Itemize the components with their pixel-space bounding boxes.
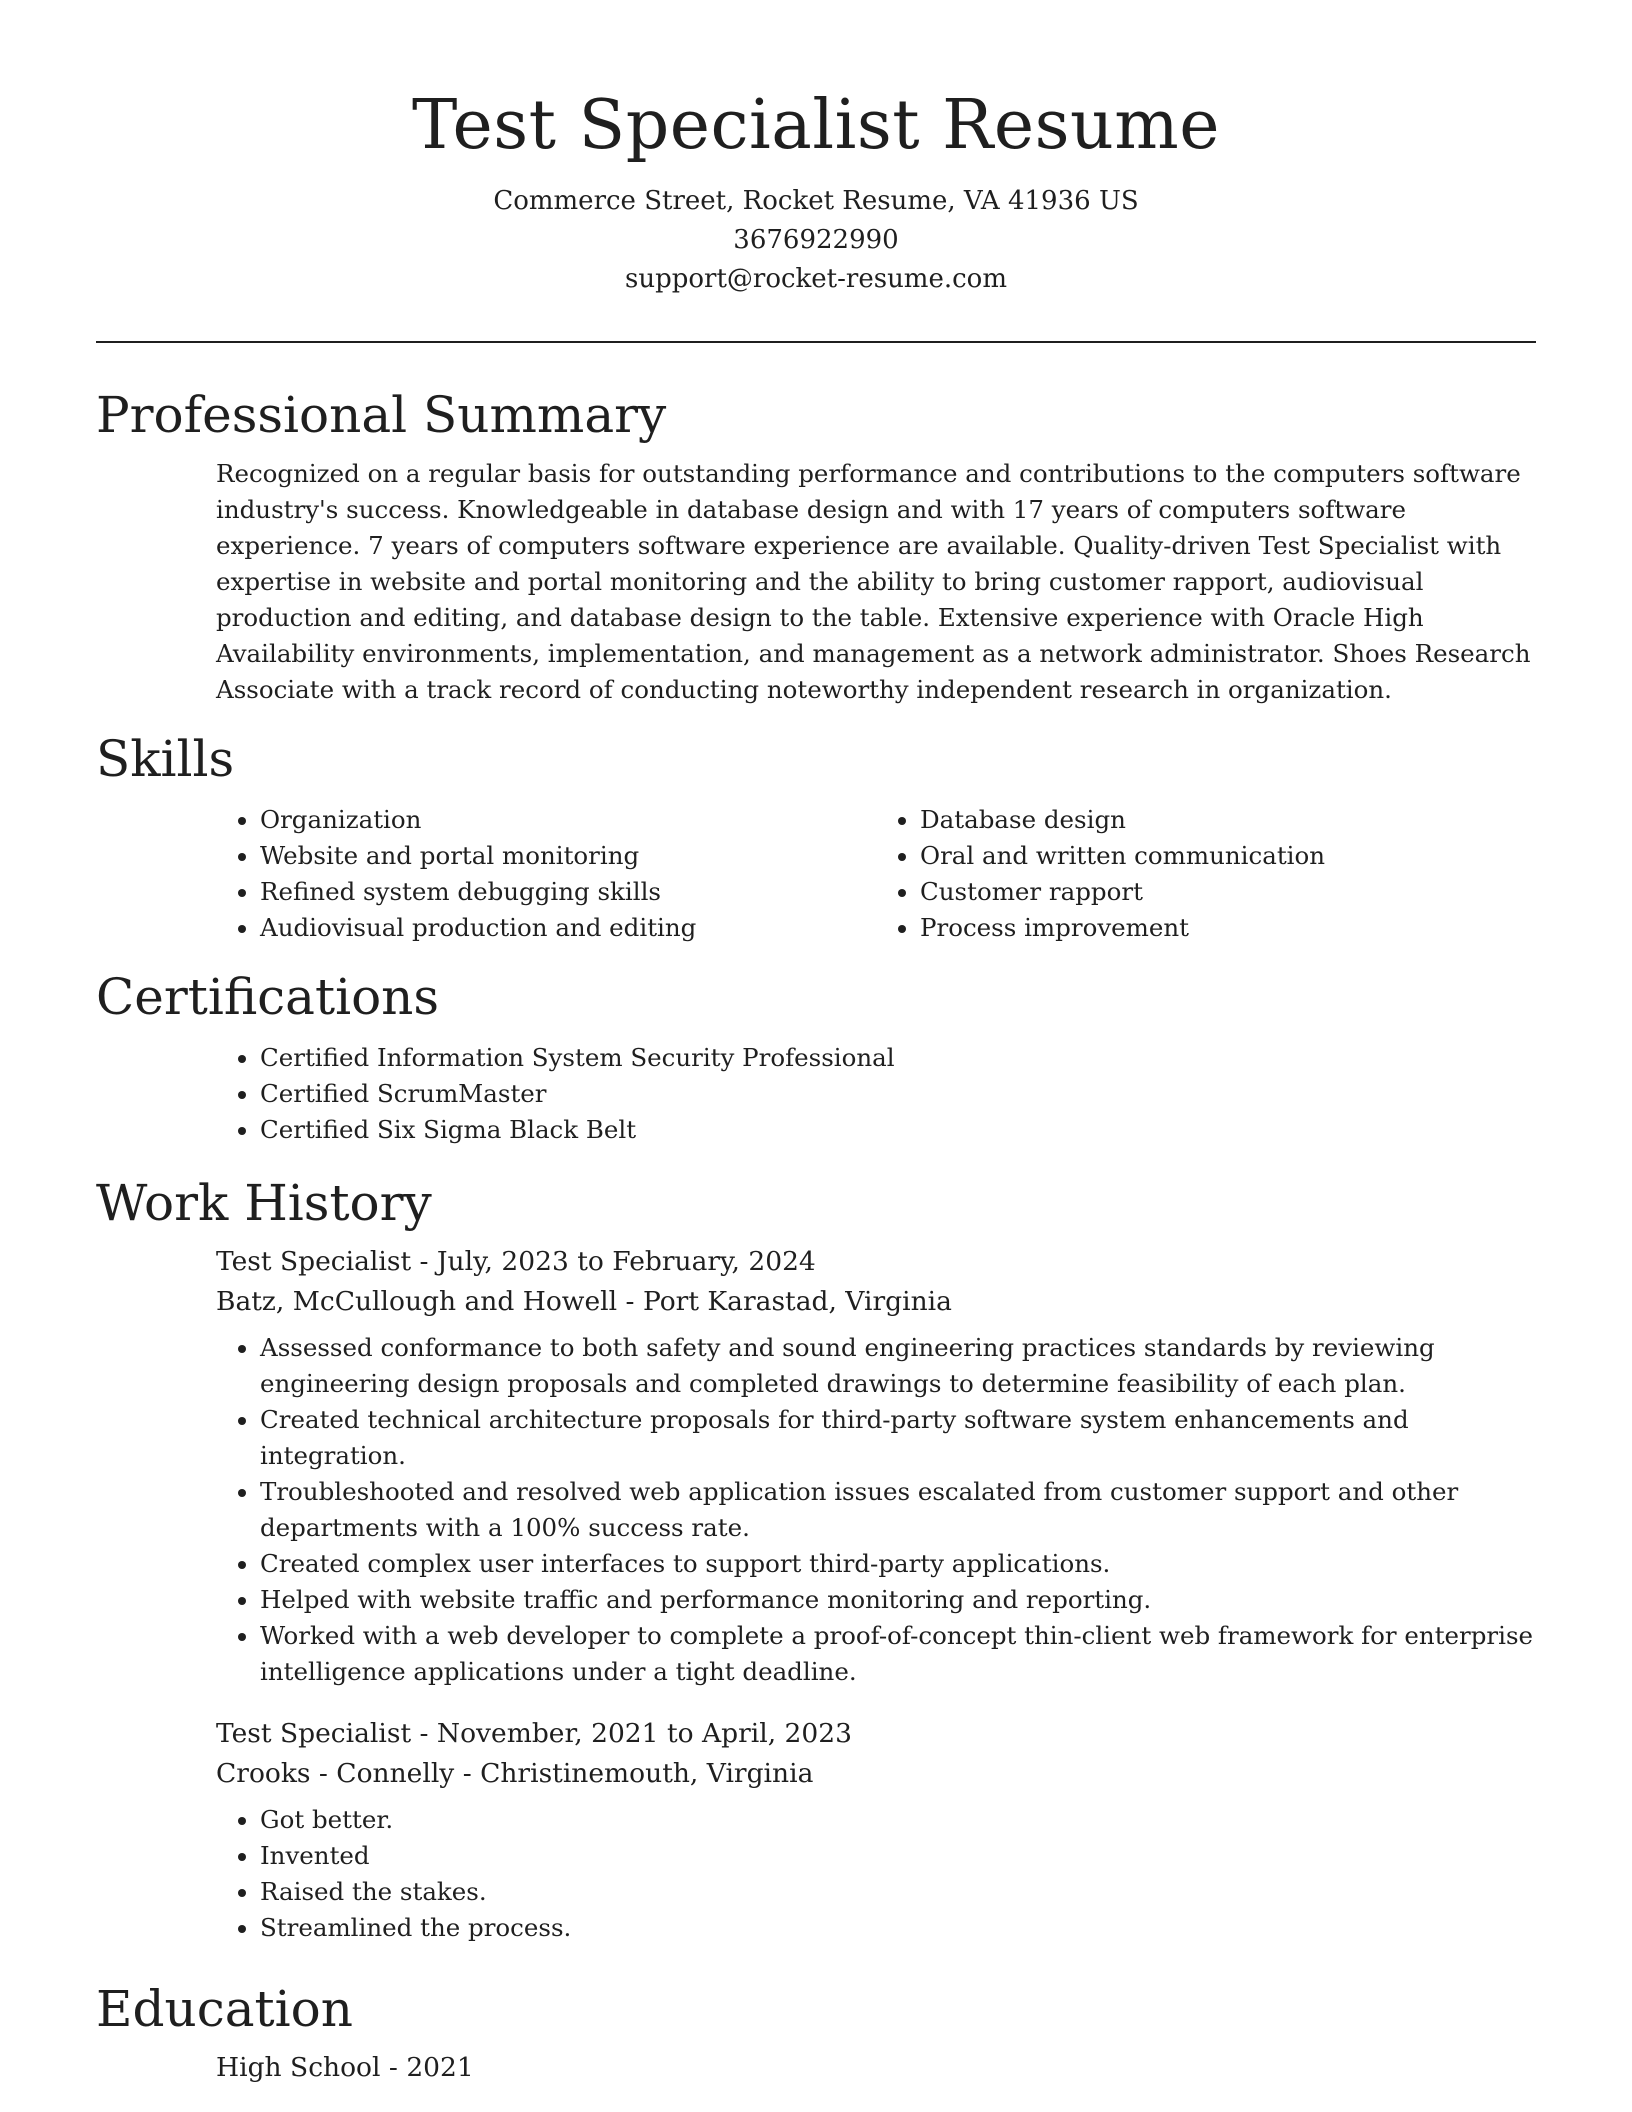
job-title: Test Specialist [216,1718,412,1749]
skill-item: • Process improvement [920,910,1536,946]
certifications-section [96,958,1536,1148]
job-dates: July, 2023 to February, 2024 [436,1246,816,1277]
job-location: Christinemouth, Virginia [480,1758,814,1789]
skill-item: • Customer rapport [920,874,1536,910]
job-bullet: • Worked with a web developer to complete a proof-of-concept thin-client web framework for enterprise intelligence applications under a tight deadline. [260,1618,1536,1690]
job-bullet: • Raised the stakes. [260,1874,1536,1910]
skill-item: • Organization [260,802,876,838]
skill-item: • Website and portal monitoring [260,838,876,874]
work-history-section [96,1164,1536,1946]
job-location: Port Karastad, Virginia [642,1286,952,1317]
header-divider [96,341,1536,343]
contact-address: Commerce Street, Rocket Resume, VA 41936 US [493,186,1139,216]
certification-item: • Certified Information System Security Professional [260,1040,1536,1076]
skill-item: • Oral and written communication [920,838,1536,874]
contact-block [0,182,1632,299]
job-bullet: • Troubleshooted and resolved web application issues escalated from customer support and other departments with a 100% success rate. [260,1474,1536,1546]
job-bullet: • Got better. [260,1802,1536,1838]
skills-list-left [216,802,876,946]
job-bullet: • Created complex user interfaces to support third-party applications. [260,1546,1536,1582]
certifications-list [216,1040,1536,1148]
section-heading-education: Education [96,1980,353,2038]
resume-body [96,376,1536,2088]
contact-email: support@rocket-resume.com [624,264,1007,294]
section-heading-skills: Skills [96,730,235,788]
job-bullet: • Helped with website traffic and performance monitoring and reporting. [260,1582,1536,1618]
job-bullets [216,1802,1536,1946]
job-dates: November, 2021 to April, 2023 [436,1718,852,1749]
job-company: Batz, McCullough and Howell [216,1286,618,1317]
skill-item: • Refined system debugging skills [260,874,876,910]
skill-item: • Database design [920,802,1536,838]
certification-item: • Certified ScrumMaster [260,1076,1536,1112]
skill-item: • Audiovisual production and editing [260,910,876,946]
job-company-line: Crooks - Connelly - Christinemouth, Virginia [216,1758,814,1789]
job-company: Crooks - Connelly [216,1758,455,1789]
education-entry: High School - 2021 [216,2052,474,2083]
resume-title: Test Specialist Resume [411,86,1221,165]
job-entry [216,1714,1536,1946]
job-bullet: • Streamlined the process. [260,1910,1536,1946]
job-title-line: Test Specialist - July, 2023 to February, 2024 [216,1246,816,1277]
job-entry [216,1242,1536,1690]
job-title: Test Specialist [216,1246,412,1277]
section-heading-certifications: Certifications [96,968,440,1026]
summary-text: Recognized on a regular basis for outstanding performance and contributions to the computers software industry's success. Knowledgeable in database design and with 17 years of computers software experience. 7 years of computers software experience are available. Quality-driven Test Specialist with expertise in website and portal monitoring and the ability to bring customer rapport, audiovisual production and editing, and database design to the table. Extensive experience with Oracle High Availability environments, implementation, and management as a network administrator. Shoes Research Associate with a track record of conducting noteworthy independent research in organization. [216,459,1531,704]
section-heading-work-history: Work History [96,1174,432,1232]
contact-phone: 3676922990 [733,225,899,255]
job-title-line: Test Specialist - November, 2021 to April, 2023 [216,1718,852,1749]
education-section [96,1970,1536,2088]
job-company-line: Batz, McCullough and Howell - Port Karastad, Virginia [216,1286,952,1317]
certification-item: • Certified Six Sigma Black Belt [260,1112,1536,1148]
skills-columns [216,802,1536,946]
job-bullet: • Assessed conformance to both safety and sound engineering practices standards by reviewing engineering design proposals and completed drawings to determine feasibility of each plan. [260,1330,1536,1402]
job-bullets [216,1330,1536,1690]
education-year: 2021 [406,2052,474,2083]
section-heading-summary: Professional Summary [96,386,667,444]
summary-section [96,376,1536,708]
job-bullet: • Invented [260,1838,1536,1874]
resume-header [0,0,1632,299]
education-degree: High School [216,2052,381,2083]
skills-list-right [876,802,1536,946]
job-bullet: • Created technical architecture proposals for third-party software system enhancements and integration. [260,1402,1536,1474]
skills-section [96,720,1536,946]
